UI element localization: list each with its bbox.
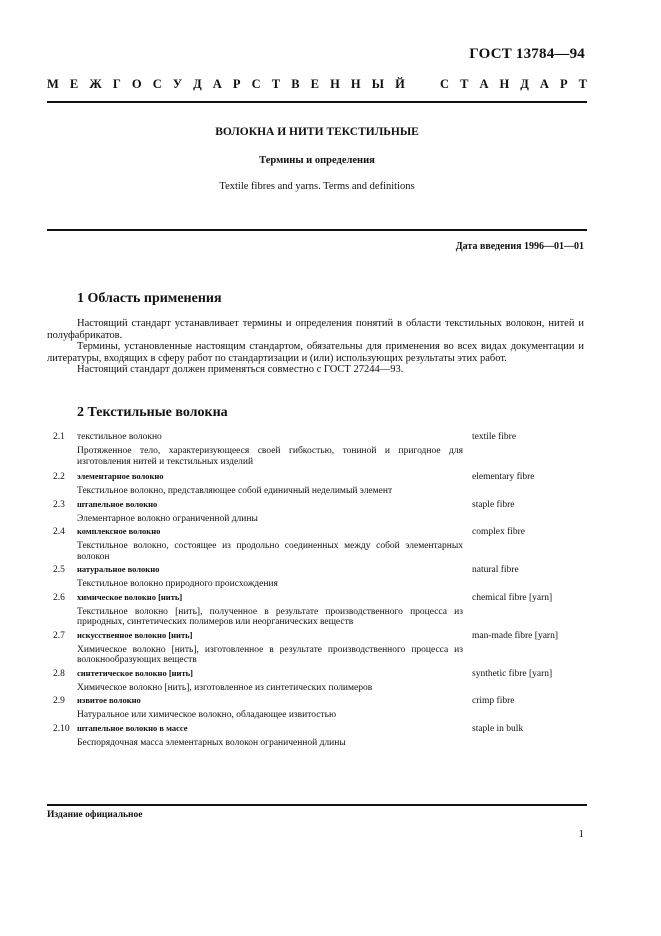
term-number: 2.8	[53, 668, 65, 679]
section-2-heading: 2 Текстильные волокна	[77, 405, 228, 420]
term-number: 2.6	[53, 592, 65, 603]
term-definition: Натуральное или химическое волокно, обладающее извитостью	[77, 710, 337, 720]
term-definition: Текстильное волокно, представляющее собой единичный неделимый элемент	[77, 486, 393, 496]
term-number: 2.9	[53, 696, 65, 706]
edition-note: Издание официальное	[47, 810, 143, 820]
document-subtitle: Термины и определения	[259, 155, 375, 166]
interstate-standard-banner	[47, 77, 587, 92]
term-entry	[47, 630, 587, 666]
term-entry	[47, 499, 587, 525]
introduction-date: Дата введения 1996—01—01	[455, 241, 584, 252]
term-name: синтетическое волокно [нить]	[77, 667, 193, 678]
scope-paragraph: Настоящий стандарт должен применяться совместно с ГОСТ 27244—93.	[77, 364, 404, 375]
term-definition: Текстильное волокно, состоящее из продольно соединенных между собой элементарных волокон	[77, 541, 463, 562]
term-number: 2.1	[53, 432, 65, 442]
scope-paragraph: Термины, установленные настоящим стандартом, обязательны для применения во всех видах документации и литературы, входящих в сферу работ по стандартизации и (или) использующих результаты этих работ.	[47, 341, 584, 364]
term-definition: Текстильное волокно [нить], полученное в результате производственного процесса из природных, синтетических полимеров или неорганических веществ	[77, 606, 463, 627]
term-number: 2.5	[53, 565, 65, 575]
term-number: 2.10	[53, 723, 70, 734]
term-definition: Протяженное тело, характеризующееся своей гибкостью, тониной и пригодное для изготовления нитей и текстильных изделий	[77, 446, 463, 467]
term-name: комплексное волокно	[77, 526, 161, 536]
term-english: chemical fibre [yarn]	[472, 592, 553, 603]
document-code: ГОСТ 13784—94	[469, 46, 585, 62]
term-name: искусственное волокно [нить]	[77, 629, 193, 640]
term-entry	[47, 695, 587, 721]
banner-word-standard: С Т А Н Д А Р Т	[440, 77, 587, 91]
term-english: staple in bulk	[472, 723, 524, 734]
term-english: man-made fibre [yarn]	[472, 630, 558, 641]
terms-list	[47, 432, 587, 750]
title-divider	[47, 229, 587, 231]
term-definition: Химическое волокно [нить], изготовленное в результате производственного процесса из волокнообразующих веществ	[77, 644, 463, 665]
term-definition: Элементарное волокно ограниченной длины	[77, 513, 258, 524]
term-number: 2.7	[53, 630, 65, 641]
term-number: 2.2	[53, 472, 65, 482]
term-name: натуральное волокно	[77, 564, 160, 574]
term-english: natural fibre	[472, 565, 519, 575]
term-definition: Беспорядочная масса элементарных волокон ограниченной длины	[77, 737, 346, 748]
term-entry	[47, 471, 587, 497]
term-name: штапельное волокно	[77, 498, 158, 509]
term-entry	[47, 526, 587, 562]
section-1-heading: 1 Область применения	[77, 291, 222, 306]
term-name: извитое волокно	[77, 695, 141, 705]
term-name: текстильное волокно	[77, 432, 162, 442]
term-name: штапельное волокно в массе	[77, 722, 188, 733]
term-english: staple fibre	[472, 499, 515, 510]
english-title: Textile fibres and yarns. Terms and definitions	[219, 181, 415, 192]
term-english: crimp fibre	[472, 696, 515, 706]
term-entry	[47, 564, 587, 590]
document-title: ВОЛОКНА И НИТИ ТЕКСТИЛЬНЫЕ	[215, 126, 419, 138]
top-divider	[47, 101, 587, 103]
term-english: complex fibre	[472, 527, 526, 537]
section-1-body	[47, 318, 584, 376]
banner-word-interstate: М Е Ж Г О С У Д А Р С Т В Е Н Н Ы Й	[47, 77, 405, 91]
term-entry	[47, 723, 587, 749]
page-number: 1	[578, 828, 584, 840]
term-english: textile fibre	[472, 432, 517, 442]
footer-divider	[47, 804, 587, 806]
term-entry	[47, 592, 587, 628]
term-number: 2.3	[53, 499, 65, 510]
term-definition: Текстильное волокно природного происхождения	[77, 579, 278, 589]
term-english: elementary fibre	[472, 472, 535, 482]
term-english: synthetic fibre [yarn]	[472, 668, 553, 679]
term-name: элементарное волокно	[77, 471, 164, 481]
term-definition: Химическое волокно [нить], изготовленное из синтетических полимеров	[77, 682, 373, 693]
term-entry	[47, 668, 587, 694]
term-number: 2.4	[53, 527, 65, 537]
term-name: химическое волокно [нить]	[77, 591, 183, 602]
term-entry	[47, 432, 587, 467]
scope-paragraph: Настоящий стандарт устанавливает термины и определения понятий в области текстильных волокон, нитей и полуфабрикатов.	[47, 318, 584, 341]
